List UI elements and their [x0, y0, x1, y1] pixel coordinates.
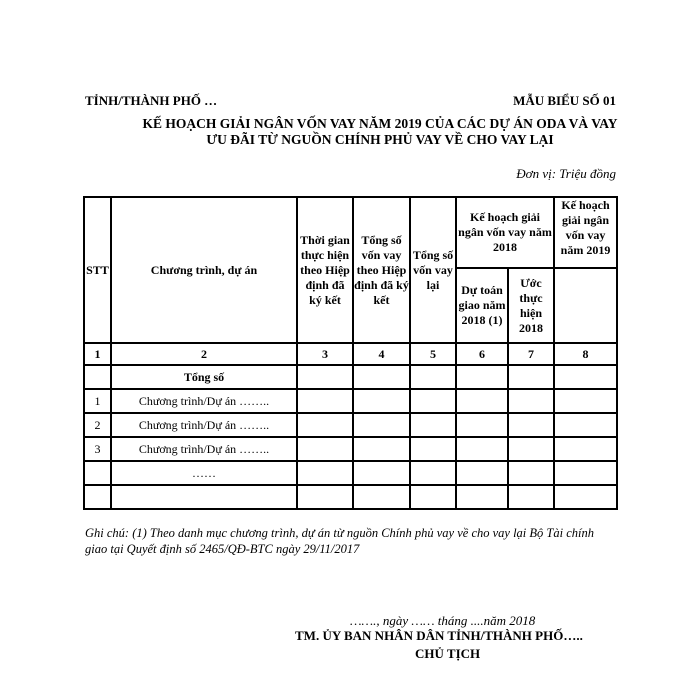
- cell: [297, 437, 353, 461]
- signature-organization: TM. ỦY BAN NHÂN DÂN TỈNH/THÀNH PHỐ…..: [295, 628, 583, 643]
- cell: [554, 461, 617, 485]
- header-plan-2018: Kế hoạch giải ngân vốn vay năm 2018: [456, 197, 554, 268]
- cell: [297, 485, 353, 509]
- unit-label: Đơn vị: Triệu đồng: [516, 166, 616, 181]
- cell: [353, 437, 410, 461]
- header-program: Chương trình, dự án: [111, 197, 297, 343]
- cell: [554, 437, 617, 461]
- disbursement-plan-table: [83, 196, 618, 510]
- column-number: 4: [353, 343, 410, 365]
- column-number: 8: [554, 343, 617, 365]
- column-number: 7: [508, 343, 554, 365]
- row-number: 3: [84, 437, 111, 461]
- cell: [353, 389, 410, 413]
- table-row: [84, 389, 617, 413]
- cell: [410, 365, 456, 389]
- cell: [410, 437, 456, 461]
- row-number: [84, 485, 111, 509]
- signature-title: CHỦ TỊCH: [415, 646, 481, 661]
- table-row: [84, 461, 617, 485]
- cell: [456, 485, 508, 509]
- cell: [353, 365, 410, 389]
- row-program-name: ……: [111, 461, 297, 485]
- column-number: 3: [297, 343, 353, 365]
- header-total-loan: Tổng số vốn vay theo Hiệp định đã ký kết: [353, 197, 410, 343]
- cell: [297, 461, 353, 485]
- cell: [508, 413, 554, 437]
- column-number: 2: [111, 343, 297, 365]
- cell: [410, 485, 456, 509]
- signature-date-line: ……., ngày …… tháng ....năm 2018: [350, 613, 536, 628]
- row-program-name: Chương trình/Dự án ……..: [111, 413, 297, 437]
- cell: [297, 413, 353, 437]
- province-label: TỈNH/THÀNH PHỐ …: [85, 93, 218, 108]
- cell: [508, 389, 554, 413]
- header-total-onlend: Tổng số vốn vay lại: [410, 197, 456, 343]
- header-plan-2019: Kế hoạch giải ngân vốn vay năm 2019: [554, 197, 617, 268]
- header-empty-cell: [554, 268, 617, 343]
- column-number: 5: [410, 343, 456, 365]
- cell: [554, 365, 617, 389]
- cell: [297, 365, 353, 389]
- cell: [297, 389, 353, 413]
- total-label: Tổng số: [111, 365, 297, 389]
- row-number: 1: [84, 389, 111, 413]
- cell: [456, 413, 508, 437]
- document-title-line2: ƯU ĐÃI TỪ NGUỒN CHÍNH PHỦ VAY VỀ CHO VAY LẠI: [206, 132, 554, 147]
- total-row: [84, 365, 617, 389]
- column-number: 1: [84, 343, 111, 365]
- cell: [508, 461, 554, 485]
- column-number-row: [84, 343, 617, 365]
- header-stt: STT: [84, 197, 111, 343]
- cell: [456, 389, 508, 413]
- cell: [456, 437, 508, 461]
- table-row: [84, 413, 617, 437]
- row-number: [84, 461, 111, 485]
- table-row: [84, 437, 617, 461]
- cell: [554, 389, 617, 413]
- cell: [353, 413, 410, 437]
- column-number: 6: [456, 343, 508, 365]
- cell: [84, 365, 111, 389]
- cell: [410, 461, 456, 485]
- row-program-name: Chương trình/Dự án ……..: [111, 389, 297, 413]
- header-estimate-2018: Ước thực hiện 2018: [508, 268, 554, 343]
- cell: [508, 437, 554, 461]
- cell: [456, 365, 508, 389]
- footnote: Ghi chú: (1) Theo danh mục chương trình, dự án từ nguồn Chính phủ vay về cho vay lại Bộ Tài chính giao tại Quyết định số 2465/QĐ-BTC ngày 29/11/2017: [85, 526, 594, 556]
- cell: [410, 413, 456, 437]
- cell: [410, 389, 456, 413]
- cell: [353, 485, 410, 509]
- form-number: MẪU BIỂU SỐ 01: [513, 93, 616, 108]
- row-number: 2: [84, 413, 111, 437]
- header-budget-2018: Dự toán giao năm 2018 (1): [456, 268, 508, 343]
- cell: [554, 485, 617, 509]
- document-title-line1: KẾ HOẠCH GIẢI NGÂN VỐN VAY NĂM 2019 CỦA CÁC DỰ ÁN ODA VÀ VAY: [142, 116, 618, 131]
- row-program-name: [111, 485, 297, 509]
- cell: [353, 461, 410, 485]
- cell: [508, 365, 554, 389]
- header-duration: Thời gian thực hiện theo Hiệp định đã ký kết: [297, 197, 353, 343]
- row-program-name: Chương trình/Dự án ……..: [111, 437, 297, 461]
- cell: [508, 485, 554, 509]
- cell: [456, 461, 508, 485]
- cell: [554, 413, 617, 437]
- table-row: [84, 485, 617, 509]
